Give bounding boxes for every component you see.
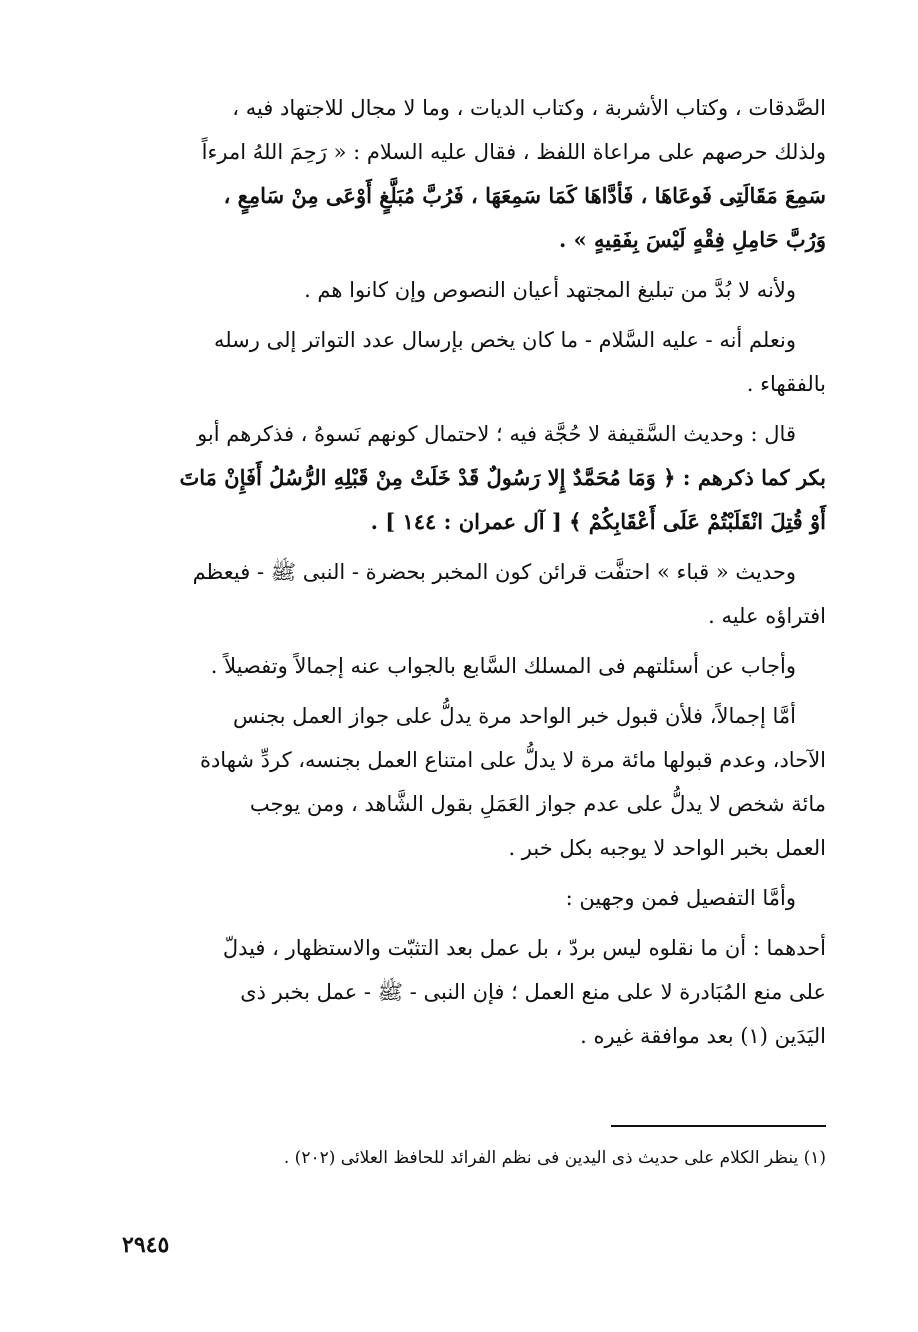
paragraph-tafsil — [96, 876, 826, 920]
text-line: سَمِعَ مَقَالَتِى فَوعَاهَا ، فَأدَّاهَا كَمَا سَمِعَهَا ، فَرُبَّ مُبَلَّغٍ أَوْعَى مِنْ سَامِعٍ ، — [223, 183, 826, 208]
paragraph-sadaqat — [96, 86, 826, 262]
paragraph-ijmalan — [96, 694, 826, 870]
paragraph-tawatur — [96, 318, 826, 406]
text-line: وأجاب عن أسئلتهم فى المسلك السَّابع بالجواب عنه إجمالاً وتفصيلاً . — [210, 654, 796, 678]
text-line: على منع المُبَادرة لا على منع العمل ؛ فإن النبى - ﷺ - عمل بخبر ذى — [240, 980, 826, 1004]
text-line: بكر كما ذكرهم : ﴿ وَمَا مُحَمَّدٌ إِلا رَسُولٌ قَدْ خَلَتْ مِنْ قَبْلِهِ الرُّسُلُ أَفَإِنْ مَاتَ — [179, 465, 826, 490]
text-line: ونعلم أنه - عليه السَّلام - ما كان يخص بإرسال عدد التواتر إلى رسله — [213, 328, 796, 352]
footnote: (١) ينظر الكلام على حديث ذى اليدين فى نظم الفرائد للحافظ العلائى (٢٠٢) . — [283, 1148, 826, 1168]
text-line: افتراؤه عليه . — [708, 604, 826, 628]
paragraph-answer-intro — [96, 644, 826, 688]
text-line: ولأنه لا بُدَّ من تبليغ المجتهد أعيان النصوص وإن كانوا هم . — [304, 278, 796, 302]
text-line: قال : وحديث السَّقيفة لا حُجَّة فيه ؛ لاحتمال كونهم نَسوهُ ، فذكرهم أبو — [197, 422, 796, 446]
text-line: وَرُبَّ حَامِلِ فِقْهٍ لَيْسَ بِفَقِيهٍ » . — [558, 227, 826, 252]
page-number: ٢٩٤٥ — [122, 1232, 170, 1258]
text-line: ولذلك حرصهم على مراعاة اللفظ ، فقال عليه السلام : « رَحِمَ اللهُ امرءاً — [201, 140, 826, 164]
text-line: مائة شخص لا يدلُّ على عدم جواز العَمَلِ بقول الشَّاهد ، ومن يوجب — [249, 792, 826, 816]
paragraph-tabligh — [96, 268, 826, 312]
text-line: الآحاد، وعدم قبولها مائة مرة لا يدلُّ على امتناع العمل بجنسه، كردِّ شهادة — [199, 748, 826, 772]
text-line: العمل بخبر الواحد لا يوجبه بكل خبر . — [508, 836, 826, 860]
text-line: أمَّا إجمالاً، فلأن قبول خبر الواحد مرة يدلُّ على جواز العمل بجنس — [233, 704, 796, 728]
text-line: بالفقهاء . — [746, 372, 826, 396]
text-line: وحديث « قباء » احتفَّت قرائن كون المخبر بحضرة - النبى ﷺ - فيعظم — [192, 560, 796, 584]
body-text — [96, 86, 826, 1064]
paragraph-quba — [96, 550, 826, 638]
paragraph-ahaduhuma — [96, 926, 826, 1058]
footnote-separator — [611, 1125, 826, 1127]
text-line: الصَّدقات ، وكتاب الأشربة ، وكتاب الديات ، وما لا مجال للاجتهاد فيه ، — [232, 96, 826, 120]
text-line: وأمَّا التفصيل فمن وجهين : — [565, 886, 796, 910]
text-line: اليَدَين (١) بعد موافقة غيره . — [580, 1024, 826, 1048]
text-line: أحدهما : أن ما نقلوه ليس بردّ ، بل عمل بعد التثبّت والاستظهار ، فيدلّ — [222, 936, 826, 960]
paragraph-saqifa — [96, 412, 826, 544]
text-line: أَوْ قُتِلَ انْقَلَبْتُمْ عَلَى أَعْقَابِكُمْ ﴾ [ آل عمران : ١٤٤ ] . — [370, 509, 826, 534]
